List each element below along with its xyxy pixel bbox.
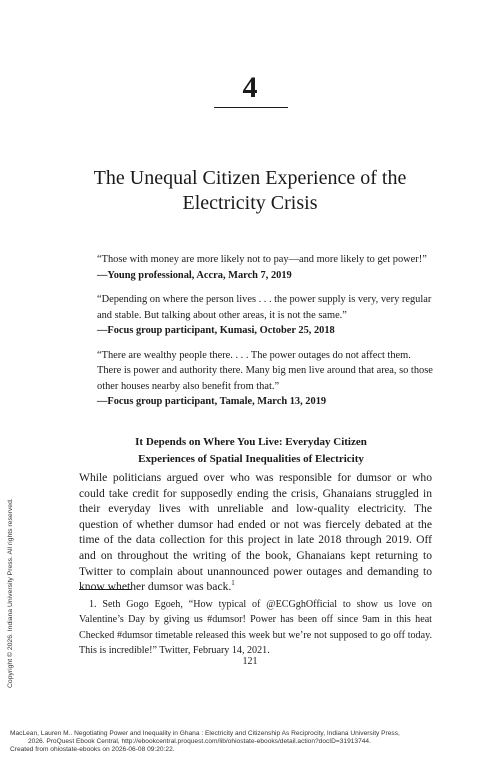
footnote-rule — [79, 589, 131, 590]
epigraph — [97, 252, 437, 283]
epigraph-source: —Focus group participant, Kumasi, October 25, 2018 — [97, 325, 335, 336]
epigraph-quote: “Those with money are more likely not to pay—and more likely to get power!” — [97, 254, 427, 265]
chapter-title-line-1: The Unequal Citizen Experience of the — [93, 167, 407, 189]
body-paragraph-text: While politicians argued over who was responsible for dumsor or who could take credit for supposedly ending the crisis, Ghanaians struggled in their everyday lives with unreliable and low-quality electricity. The question of whether dumsor had ended or not was fiercely debated at the time of the data collection for this project in late 2018 through 2019. Off and on throughout the writing of the book, Ghanaians kept returning to Twitter to complain about unannounced power outages and demanding to know whether dumsor was back. — [79, 471, 432, 594]
page-number: 121 — [242, 656, 258, 667]
citation-line-3: Created from ohiostate-ebooks on 2026-06-08 09:20:22. — [10, 746, 175, 753]
epigraphs — [97, 252, 437, 419]
side-copyright: Copyright © 2026. Indiana University Press. All rights reserved. — [7, 498, 14, 688]
epigraph — [97, 292, 437, 339]
epigraph-quote: “There are wealthy people there. . . . The power outages do not affect them. There is power and authority there. Many big men live around that area, so those other houses nearby also benefit from that.” — [97, 349, 433, 392]
chapter-title-line-2: Electricity Crisis — [182, 192, 318, 214]
epigraph — [97, 348, 437, 410]
chapter-number-rule — [214, 107, 288, 108]
chapter-number: 4 — [242, 71, 258, 104]
section-heading-line-1: It Depends on Where You Live: Everyday Citizen — [135, 436, 367, 448]
citation-line-2: 2026. ProQuest Ebook Central, http://ebookcentral.proquest.com/lib/ohiostate-ebooks/detail.action?docID=31913744. — [28, 738, 371, 745]
section-heading — [90, 434, 412, 468]
chapter-title — [60, 166, 440, 216]
footnote: 1. Seth Gogo Egoeh, “How typical of @ECGghOfficial to show us love on Valentine’s Day by giving us #dumsor! Power has been off since 9am in this heat Checked #dumsor timetable released this week but we’re not supposed to go off today. This is incredible!” Twitter, February 14, 2021. — [79, 599, 432, 657]
citation-line-1: MacLean, Lauren M.. Negotiating Power and Inequality in Ghana : Electricity and Citizenship As Reciprocity, Indiana University Press, — [10, 730, 400, 737]
epigraph-source: —Focus group participant, Tamale, March 13, 2019 — [97, 396, 327, 407]
footnote-reference[interactable]: 1 — [231, 579, 235, 588]
epigraph-quote: “Depending on where the person lives . . . the power supply is very, very regular and stable. But talking about other areas, it is not the same.” — [97, 294, 432, 321]
citation — [10, 730, 495, 754]
body-paragraph — [79, 470, 432, 595]
epigraph-source: —Young professional, Accra, March 7, 2019 — [97, 269, 292, 281]
section-heading-line-2: Experiences of Spatial Inequalities of Electricity — [138, 453, 364, 465]
